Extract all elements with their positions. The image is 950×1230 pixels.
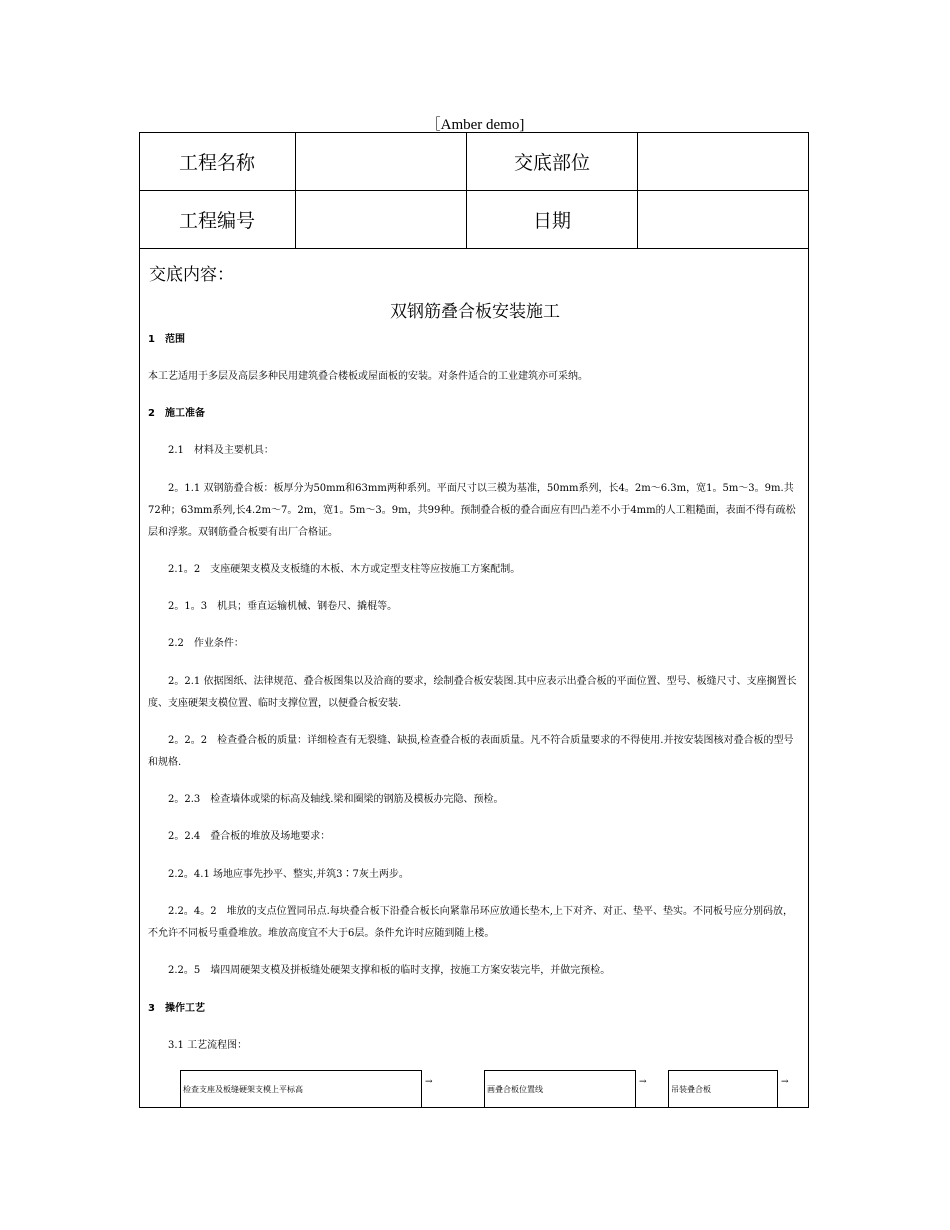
- paragraph: 2。2.1 依据图纸、法律规范、叠合板图集以及洽商的要求，绘制叠合板安装图.其中应表示出叠合板的平面位置、型号、板缝尺寸、支座搁置长度、支座硬架支模位置、临时支撑位置，以便叠合板安装.: [148, 676, 797, 709]
- flow-step-mark-position: 画叠合板位置线: [484, 1070, 636, 1108]
- project-no-label: 工程编号: [178, 210, 255, 232]
- paragraph: 2.2。4。2 堆放的支点位置同吊点.每块叠合板下沿叠合板长向紧靠吊环应放通长垫木,上下对齐、对正、垫平、垫实。不同板号应分别码放，不允许不同板号重叠堆放。堆放高度宜不大于6层。条件允许时应随到随上楼。: [148, 906, 793, 939]
- paragraph: 2。2。2 检查叠合板的质量：详细检查有无裂缝、缺损,检查叠合板的表面质量。凡不符合质量要求的不得使用.并按安装图核对叠合板的型号和规格.: [148, 735, 794, 768]
- paragraph: 2。1。3 机具；垂直运输机械、钢卷尺、撬棍等。: [148, 601, 398, 612]
- flow-step-check-support: 检查支座及板缝硬架支模上平标高: [180, 1070, 422, 1108]
- row-divider-2: [139, 248, 809, 249]
- section-heading: 2 施工准备: [148, 408, 205, 419]
- paragraph: 2.2 作业条件：: [148, 638, 244, 649]
- paragraph: 2.2。5 墙四周硬架支模及拼板缝处硬架支撑和板的临时支撑，按施工方案安装完毕，并做完预检。: [148, 965, 611, 976]
- date-value[interactable]: [638, 191, 809, 248]
- date-label: 日期: [532, 210, 571, 232]
- paragraph: 2。2.3 检查墙体或梁的标高及轴线.梁和圈梁的钢筋及模板办完隐、预检。: [148, 794, 504, 805]
- project-name-label: 工程名称: [178, 151, 255, 174]
- header-caption: ［Amber demo]: [425, 117, 525, 133]
- paragraph: 2。2.4 叠合板的堆放及场地要求：: [148, 831, 331, 842]
- content-label: 交底内容：: [149, 265, 234, 285]
- project-no-value[interactable]: [296, 191, 466, 248]
- document-title: 双钢筋叠合板安装施工: [390, 302, 560, 322]
- paragraph: 2.1 材料及主要机具：: [148, 445, 274, 456]
- handover-part-value[interactable]: [638, 132, 809, 190]
- paragraph: 2。1.1 双钢筋叠合板：板厚分为50mm和63mm两种系列。平面尺寸以三模为基准，50mm系列，长4。2m～6.3m，宽1。5m～3。9m.共72种；63mm系列,长4.2m～7。2m，宽1。5m～3。9m，共99种。预制叠合板的叠合面应有凹凸差不小于4mm的人工粗糙面，表面不得有疏松层和浮浆。双钢筋叠合板要有出厂合格证。: [148, 483, 796, 538]
- flow-arrow: →: [639, 1077, 647, 1087]
- paragraph: 本工艺适用于多层及高层多种民用建筑叠合楼板或屋面板的安装。对条件适合的工业建筑亦可采纳。: [148, 371, 588, 382]
- paragraph: 2.2。4.1 场地应事先抄平、整实,并筑3∶7灰土两步。: [148, 869, 409, 880]
- project-name-value[interactable]: [296, 132, 466, 190]
- section-heading: 3 操作工艺: [148, 1003, 205, 1014]
- paragraph: 2.1。2 支座硬架支模及支板缝的木板、木方或定型支柱等应按施工方案配制。: [148, 564, 521, 575]
- paragraph: 3.1 工艺流程图：: [148, 1040, 248, 1051]
- section-heading: 1 范围: [148, 334, 185, 345]
- handover-part-label: 交底部位: [513, 151, 590, 174]
- flow-arrow: →: [425, 1077, 433, 1087]
- flow-step-lift-slab: 吊装叠合板: [668, 1070, 778, 1108]
- flow-arrow: →: [781, 1077, 789, 1087]
